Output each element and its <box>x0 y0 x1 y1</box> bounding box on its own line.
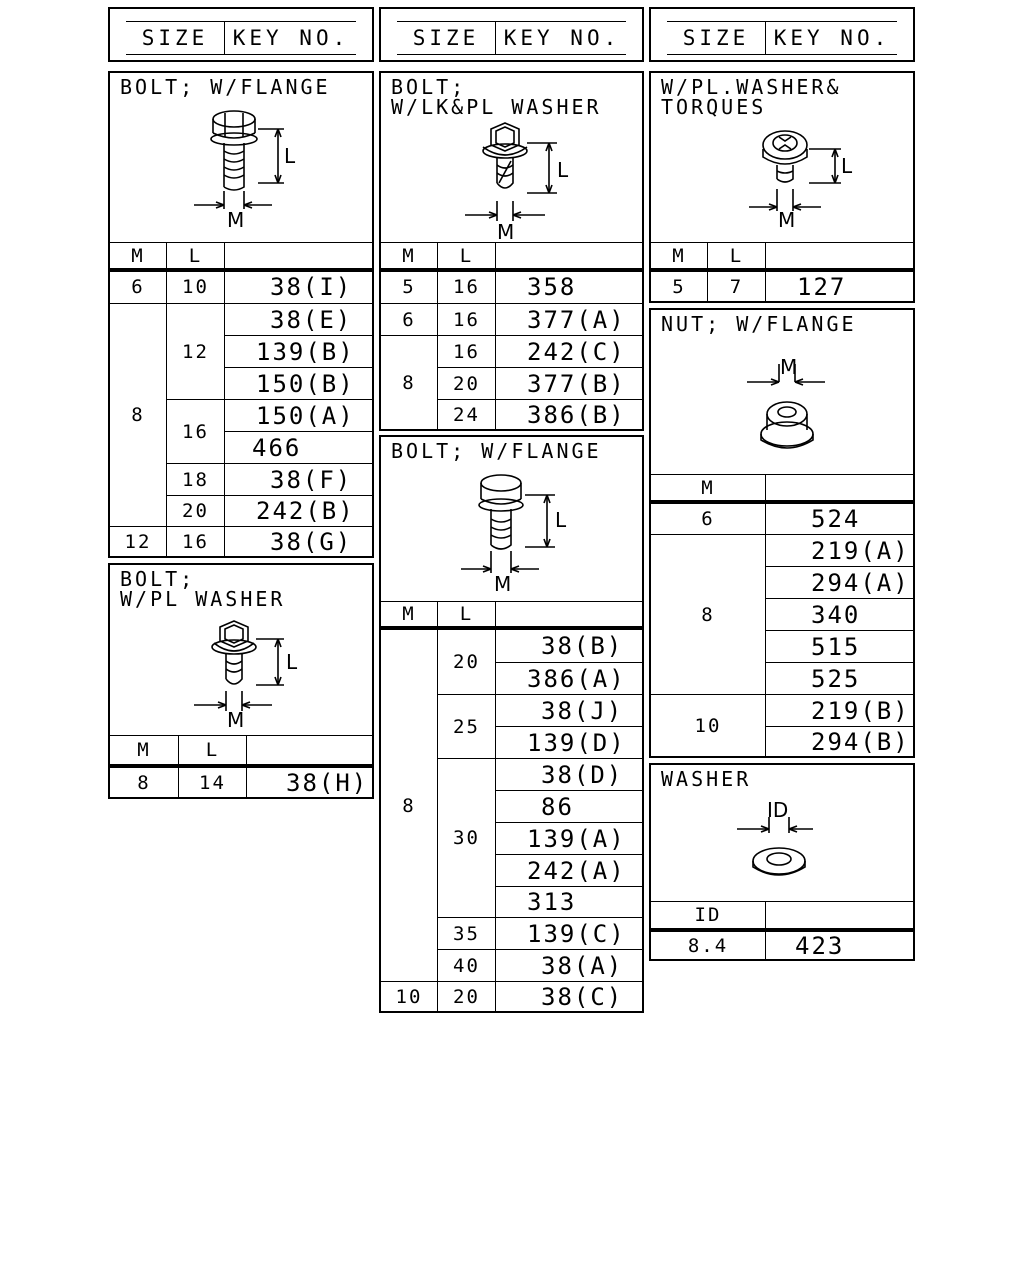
key-no-cell: 294(B) <box>811 728 910 756</box>
key-no-cell: 515 <box>811 632 861 661</box>
cell-m: 8 <box>131 404 145 426</box>
cell-l: 16 <box>182 420 209 443</box>
bolt-flange-panel <box>108 71 374 558</box>
key-no-cell: 358 <box>527 273 577 301</box>
key-no-cell: 38(H) <box>286 769 369 797</box>
dim-m-label: M <box>227 208 245 232</box>
dim-m-label: M <box>227 708 245 732</box>
key-no-cell: 38(B) <box>541 632 624 660</box>
cell-l: 16 <box>453 276 480 298</box>
cell-m: 6 <box>701 508 715 530</box>
dim-l-label: L <box>555 508 567 532</box>
washer-panel <box>649 763 915 961</box>
divider <box>765 242 766 301</box>
pl-washer-bolt-diagram <box>180 615 310 733</box>
key-no-cell: 524 <box>811 505 861 533</box>
divider <box>765 901 766 959</box>
cell-l: 20 <box>453 372 480 395</box>
key-no-cell: 38(E) <box>270 305 353 334</box>
key-no-cell: 219(A) <box>811 536 910 565</box>
cell-l: 40 <box>453 954 480 977</box>
key-no-cell: 340 <box>811 600 861 629</box>
size-header: SIZE <box>682 26 750 50</box>
cell-m: 6 <box>131 276 145 298</box>
key-no-header: KEY NO. <box>773 26 891 50</box>
divider <box>495 21 496 55</box>
section-title: NUT; W/FLANGE <box>661 312 857 336</box>
key-no-cell: 242(A) <box>527 856 626 885</box>
size-header: SIZE <box>412 26 480 50</box>
section-title: BOLT; W/PL WASHER <box>120 567 286 611</box>
col-l-header: L <box>459 245 474 267</box>
cell-m: 5 <box>402 276 416 298</box>
key-no-cell: 294(A) <box>811 568 910 597</box>
divider <box>246 735 247 797</box>
cell-l: 35 <box>453 922 480 945</box>
dim-l-label: L <box>286 650 298 674</box>
flange-nut-diagram <box>737 354 847 458</box>
cell-id: 8.4 <box>687 935 729 957</box>
dim-m-label: M <box>780 355 798 379</box>
header-box-col2 <box>379 7 644 62</box>
bolt-flange-long-panel <box>379 435 644 1013</box>
dim-l-label: L <box>841 154 853 178</box>
key-no-cell: 242(C) <box>527 337 626 366</box>
col-l-header: L <box>205 739 220 761</box>
cell-l: 20 <box>453 651 480 673</box>
cell-l: 16 <box>453 340 480 363</box>
torx-bolt-diagram <box>741 123 871 243</box>
section-title: BOLT; W/FLANGE <box>120 75 331 99</box>
dim-l-label: L <box>557 158 569 182</box>
section-title: BOLT; W/LK&PL WASHER <box>391 75 602 119</box>
key-no-cell: 150(A) <box>256 401 355 430</box>
key-no-cell: 38(C) <box>541 983 624 1011</box>
key-no-cell: 38(F) <box>270 465 353 494</box>
dim-m-label: M <box>778 208 796 232</box>
cell-m: 8 <box>402 794 416 817</box>
col-m-header: M <box>402 603 416 625</box>
lk-pl-washer-bolt-diagram <box>453 121 583 243</box>
cell-l: 7 <box>729 276 744 298</box>
bolt-lk-pl-washer-panel <box>379 71 644 431</box>
col-m-header: M <box>701 476 715 499</box>
key-no-cell: 386(B) <box>527 400 626 429</box>
key-no-cell: 38(I) <box>270 273 353 301</box>
cell-m: 8 <box>137 772 151 794</box>
dim-m-label: M <box>497 220 515 243</box>
cell-l: 14 <box>199 772 226 794</box>
key-no-cell: 377(B) <box>527 369 626 398</box>
washer-diagram <box>731 795 841 887</box>
cell-m: 6 <box>402 308 416 331</box>
divider <box>765 474 766 756</box>
cell-l: 20 <box>453 986 480 1008</box>
col-l-header: L <box>188 245 203 267</box>
cell-m: 10 <box>694 715 722 737</box>
col-l-header: L <box>729 245 744 267</box>
cell-m: 10 <box>395 986 423 1008</box>
cell-m: 8 <box>402 372 416 394</box>
key-no-cell: 423 <box>795 932 845 960</box>
cell-l: 30 <box>453 827 480 849</box>
key-no-cell: 525 <box>811 664 861 693</box>
cell-m: 8 <box>701 603 715 626</box>
cell-m: 12 <box>124 531 152 553</box>
col-m-header: M <box>131 245 145 267</box>
section-title: W/PL.WASHER& TORQUES <box>661 75 842 119</box>
header-box-col1 <box>108 7 374 62</box>
col-m-header: M <box>672 245 686 267</box>
section-title: BOLT; W/FLANGE <box>391 439 602 463</box>
key-no-cell: 127 <box>797 273 847 301</box>
dim-id-label: ID <box>767 798 789 822</box>
key-no-cell: 313 <box>527 888 577 916</box>
key-no-cell: 139(D) <box>527 728 626 757</box>
dim-m-label: M <box>494 572 512 596</box>
key-no-cell: 139(B) <box>256 337 355 366</box>
col-m-header: M <box>137 739 151 761</box>
section-title: WASHER <box>661 767 752 791</box>
cell-l: 16 <box>182 531 209 553</box>
key-no-cell: 38(A) <box>541 951 624 980</box>
cell-l: 18 <box>182 468 209 491</box>
cell-l: 25 <box>453 715 480 738</box>
col-m-header: M <box>402 245 416 267</box>
cell-l: 20 <box>182 500 209 522</box>
cell-l: 10 <box>182 276 209 298</box>
divider <box>224 21 225 55</box>
key-no-cell: 377(A) <box>527 305 626 334</box>
divider <box>765 21 766 55</box>
col-l-header: L <box>459 603 474 625</box>
key-no-header: KEY NO. <box>503 26 621 50</box>
key-no-header: KEY NO. <box>232 26 350 50</box>
dim-l-label: L <box>284 144 296 168</box>
nut-flange-panel <box>649 308 915 758</box>
key-no-cell: 139(C) <box>527 919 626 948</box>
key-no-cell: 86 <box>541 792 574 821</box>
key-no-cell: 219(B) <box>811 696 910 725</box>
flange-bolt-diagram <box>453 465 583 601</box>
col-id-header: ID <box>694 904 722 926</box>
key-no-cell: 38(J) <box>541 696 624 725</box>
bolt-pl-washer-panel <box>108 563 374 799</box>
cell-l: 16 <box>453 308 480 331</box>
key-no-cell: 38(D) <box>541 760 624 789</box>
key-no-cell: 150(B) <box>256 369 355 398</box>
cell-m: 5 <box>672 276 686 298</box>
key-no-cell: 386(A) <box>527 664 626 693</box>
key-no-cell: 139(A) <box>527 824 626 853</box>
pl-washer-torques-panel <box>649 71 915 303</box>
cell-l: 24 <box>453 403 480 426</box>
header-box-col3 <box>649 7 915 62</box>
flange-bolt-diagram <box>180 99 310 239</box>
key-no-cell: 38(G) <box>270 528 353 556</box>
key-no-cell: 242(B) <box>256 497 355 525</box>
key-no-cell: 466 <box>252 433 302 462</box>
size-header: SIZE <box>141 26 209 50</box>
cell-l: 12 <box>182 340 209 363</box>
